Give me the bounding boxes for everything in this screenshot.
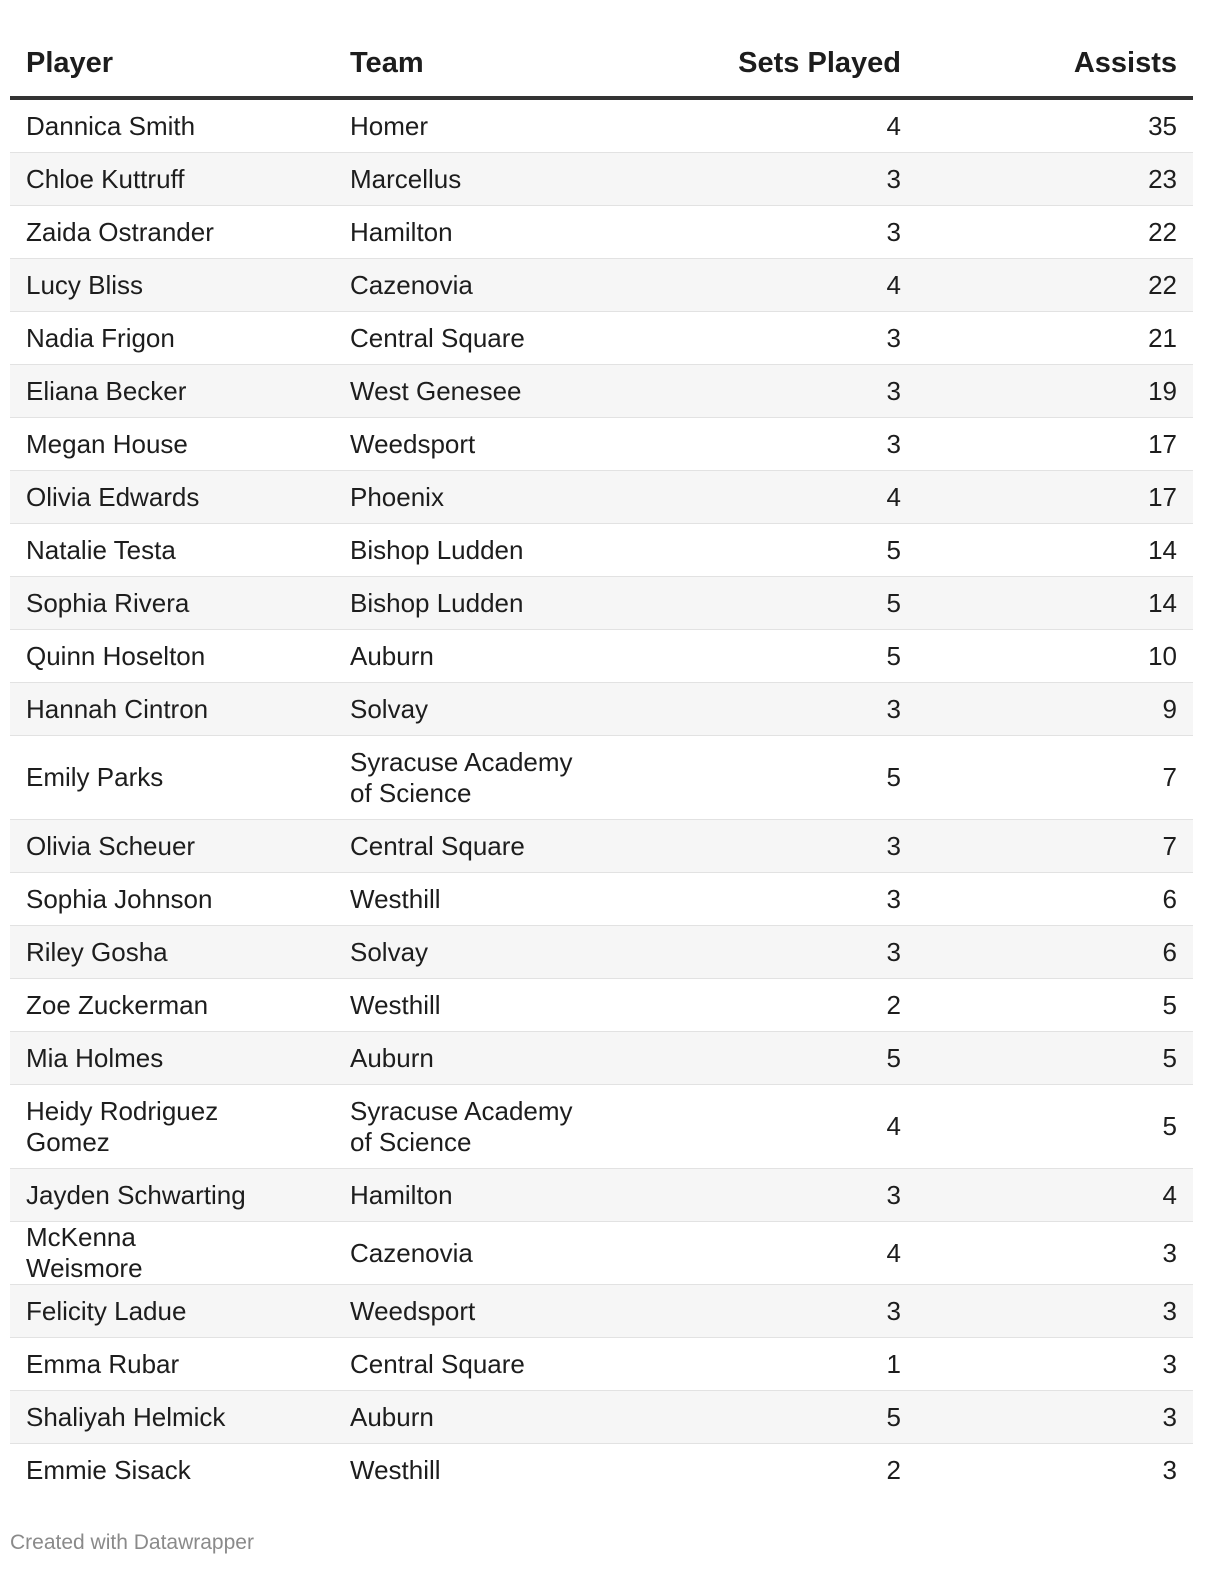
cell-assists [917, 471, 1193, 524]
table-row [10, 1444, 1193, 1497]
cell-assists [917, 1169, 1193, 1222]
cell-team-text: Central Square [350, 830, 525, 861]
cell-player-text: Emma Rubar [26, 1348, 180, 1379]
cell-team [334, 418, 596, 471]
cell-team [334, 820, 596, 873]
cell-assists-text: 5 [1162, 989, 1177, 1020]
cell-team [334, 979, 596, 1032]
cell-assists-text: 6 [1162, 883, 1177, 914]
cell-player [10, 873, 334, 926]
table-row [10, 926, 1193, 979]
cell-sets-played-text: 4 [886, 1111, 901, 1141]
cell-assists [917, 577, 1193, 630]
table-header [10, 30, 1193, 98]
cell-player-text: Sophia Rivera [26, 587, 190, 618]
cell-team [334, 524, 596, 577]
table-row [10, 1085, 1193, 1169]
table-row [10, 1222, 1193, 1285]
cell-assists-text: 3 [1162, 1237, 1177, 1268]
cell-sets-played [596, 206, 917, 259]
cell-team-text: Westhill [350, 883, 441, 914]
table-row [10, 736, 1193, 820]
cell-assists [917, 524, 1193, 577]
cell-sets-played [596, 630, 917, 683]
cell-sets-played [596, 1222, 917, 1285]
cell-sets-played [596, 98, 917, 153]
cell-player [10, 1032, 334, 1085]
cell-sets-played [596, 820, 917, 873]
cell-team-text: Cazenovia [350, 1237, 473, 1268]
cell-assists [917, 259, 1193, 312]
cell-sets-played-text: 3 [886, 883, 901, 914]
cell-sets-played-text: 3 [886, 936, 901, 967]
cell-assists [917, 736, 1193, 820]
cell-team [334, 683, 596, 736]
table-row [10, 471, 1193, 524]
table-row [10, 524, 1193, 577]
cell-assists-text: 17 [1148, 481, 1177, 512]
cell-assists [917, 630, 1193, 683]
cell-team [334, 98, 596, 153]
cell-player-text: Lucy Bliss [26, 269, 144, 300]
cell-player-text: Heidy Rodriguez Gomez [26, 1095, 219, 1157]
cell-sets-played [596, 1169, 917, 1222]
cell-sets-played-text: 5 [886, 587, 901, 618]
cell-sets-played-text: 3 [886, 216, 901, 247]
cell-team-text: Weedsport [350, 428, 476, 459]
cell-assists-text: 5 [1162, 1111, 1177, 1141]
cell-team-text: Syracuse Academy of Science [350, 1095, 573, 1157]
column-header-sets-played[interactable]: Sets Played [596, 30, 917, 98]
cell-assists-text: 4 [1162, 1179, 1177, 1210]
cell-team-text: Phoenix [350, 481, 444, 512]
cell-assists [917, 926, 1193, 979]
cell-sets-played [596, 1032, 917, 1085]
cell-player-text: Riley Gosha [26, 936, 168, 967]
cell-sets-played [596, 259, 917, 312]
cell-player [10, 312, 334, 365]
cell-sets-played [596, 1085, 917, 1169]
column-header-team[interactable]: Team [334, 30, 596, 98]
cell-team [334, 1444, 596, 1497]
cell-team-text: Westhill [350, 989, 441, 1020]
table-row [10, 630, 1193, 683]
cell-assists-text: 10 [1148, 640, 1177, 671]
cell-team [334, 206, 596, 259]
cell-player [10, 365, 334, 418]
cell-sets-played-text: 3 [886, 163, 901, 194]
cell-assists-text: 19 [1148, 375, 1177, 406]
cell-player-text: Zaida Ostrander [26, 216, 214, 247]
cell-team-text: Cazenovia [350, 269, 473, 300]
cell-player [10, 259, 334, 312]
cell-sets-played [596, 1338, 917, 1391]
cell-team [334, 926, 596, 979]
cell-sets-played [596, 926, 917, 979]
cell-sets-played-text: 3 [886, 322, 901, 353]
cell-player-text: Shaliyah Helmick [26, 1401, 226, 1432]
cell-assists [917, 1338, 1193, 1391]
cell-assists-text: 14 [1148, 587, 1177, 618]
cell-sets-played-text: 4 [886, 269, 901, 300]
cell-team [334, 1391, 596, 1444]
cell-assists-text: 22 [1148, 269, 1177, 300]
cell-sets-played-text: 5 [886, 1042, 901, 1073]
cell-team-text: Central Square [350, 1348, 525, 1379]
cell-team [334, 577, 596, 630]
cell-sets-played [596, 418, 917, 471]
cell-sets-played-text: 4 [886, 481, 901, 512]
table-row [10, 820, 1193, 873]
table-row [10, 577, 1193, 630]
cell-assists [917, 1032, 1193, 1085]
cell-sets-played-text: 4 [886, 1237, 901, 1268]
cell-assists [917, 873, 1193, 926]
cell-player [10, 736, 334, 820]
table-row [10, 1032, 1193, 1085]
cell-player [10, 153, 334, 206]
cell-assists [917, 820, 1193, 873]
cell-player [10, 1285, 334, 1338]
cell-sets-played [596, 524, 917, 577]
cell-sets-played-text: 3 [886, 693, 901, 724]
cell-assists-text: 17 [1148, 428, 1177, 459]
cell-team [334, 312, 596, 365]
cell-assists-text: 3 [1162, 1295, 1177, 1326]
cell-team-text: Auburn [350, 1042, 434, 1073]
cell-team-text: Central Square [350, 322, 525, 353]
cell-player-text: Eliana Becker [26, 375, 187, 406]
cell-team [334, 365, 596, 418]
cell-player-text: Chloe Kuttruff [26, 163, 185, 194]
cell-sets-played-text: 5 [886, 640, 901, 671]
cell-player [10, 98, 334, 153]
cell-player [10, 1444, 334, 1497]
cell-team [334, 1222, 596, 1285]
column-header-player[interactable]: Player [10, 30, 334, 98]
cell-assists-text: 7 [1162, 762, 1177, 792]
cell-sets-played [596, 471, 917, 524]
cell-sets-played-text: 3 [886, 375, 901, 406]
table-row [10, 979, 1193, 1032]
table-row [10, 1391, 1193, 1444]
cell-team-text: Marcellus [350, 163, 462, 194]
cell-team [334, 259, 596, 312]
cell-sets-played-text: 2 [886, 1454, 901, 1485]
table-row [10, 1169, 1193, 1222]
cell-team-text: Bishop Ludden [350, 534, 524, 565]
cell-assists-text: 9 [1162, 693, 1177, 724]
cell-player-text: Hannah Cintron [26, 693, 209, 724]
cell-assists [917, 418, 1193, 471]
cell-team [334, 1338, 596, 1391]
cell-team-text: Homer [350, 110, 429, 141]
cell-sets-played [596, 365, 917, 418]
cell-assists [917, 979, 1193, 1032]
cell-sets-played [596, 1444, 917, 1497]
cell-sets-played-text: 3 [886, 1179, 901, 1210]
cell-player-text: Olivia Scheuer [26, 830, 196, 861]
table-row [10, 873, 1193, 926]
cell-sets-played-text: 2 [886, 989, 901, 1020]
cell-sets-played [596, 1285, 917, 1338]
table-row [10, 206, 1193, 259]
cell-player-text: Olivia Edwards [26, 481, 200, 512]
cell-sets-played [596, 1391, 917, 1444]
cell-player-text: Sophia Johnson [26, 883, 213, 914]
cell-player [10, 926, 334, 979]
cell-assists [917, 1391, 1193, 1444]
cell-team [334, 471, 596, 524]
cell-sets-played-text: 5 [886, 534, 901, 565]
datawrapper-credit[interactable]: Created with Datawrapper [10, 1531, 254, 1554]
cell-team-text: Solvay [350, 693, 429, 724]
cell-team-text: Westhill [350, 1454, 441, 1485]
cell-team-text: Syracuse Academy of Science [350, 746, 573, 808]
cell-player-text: Natalie Testa [26, 534, 176, 565]
cell-player-text: Felicity Ladue [26, 1295, 187, 1326]
cell-player [10, 979, 334, 1032]
cell-assists [917, 1085, 1193, 1169]
cell-sets-played-text: 4 [886, 110, 901, 141]
table-row [10, 683, 1193, 736]
table-row [10, 312, 1193, 365]
cell-team-text: Auburn [350, 640, 434, 671]
cell-assists-text: 22 [1148, 216, 1177, 247]
cell-player-text: Emily Parks [26, 762, 164, 792]
cell-assists-text: 35 [1148, 110, 1177, 141]
cell-assists-text: 14 [1148, 534, 1177, 565]
table-row [10, 98, 1193, 153]
cell-assists-text: 21 [1148, 322, 1177, 353]
cell-sets-played-text: 5 [886, 762, 901, 792]
cell-team [334, 736, 596, 820]
cell-sets-played-text: 5 [886, 1401, 901, 1432]
cell-player-text: Megan House [26, 428, 188, 459]
table-row [10, 1338, 1193, 1391]
cell-team [334, 1032, 596, 1085]
cell-assists [917, 312, 1193, 365]
table-row [10, 259, 1193, 312]
cell-sets-played-text: 3 [886, 428, 901, 459]
cell-sets-played-text: 3 [886, 1295, 901, 1326]
table-row [10, 153, 1193, 206]
table-row [10, 365, 1193, 418]
cell-assists [917, 1285, 1193, 1338]
cell-sets-played-text: 1 [886, 1348, 901, 1379]
cell-sets-played [596, 979, 917, 1032]
cell-team-text: Auburn [350, 1401, 434, 1432]
header-row [10, 30, 1193, 98]
cell-assists-text: 3 [1162, 1401, 1177, 1432]
cell-team-text: Bishop Ludden [350, 587, 524, 618]
cell-team [334, 1169, 596, 1222]
cell-sets-played-text: 3 [886, 830, 901, 861]
column-header-assists[interactable]: Assists [917, 30, 1193, 98]
cell-team [334, 1285, 596, 1338]
cell-team [334, 630, 596, 683]
cell-player-text: Dannica Smith [26, 110, 196, 141]
cell-player [10, 1338, 334, 1391]
cell-player [10, 524, 334, 577]
cell-assists-text: 3 [1162, 1454, 1177, 1485]
cell-assists [917, 153, 1193, 206]
cell-team [334, 153, 596, 206]
assists-table [10, 30, 1193, 1496]
cell-player [10, 683, 334, 736]
cell-player [10, 820, 334, 873]
cell-player [10, 1222, 334, 1285]
cell-assists [917, 683, 1193, 736]
cell-team-text: Hamilton [350, 216, 453, 247]
cell-assists [917, 365, 1193, 418]
cell-sets-played [596, 312, 917, 365]
cell-team [334, 873, 596, 926]
table-body [10, 98, 1193, 1496]
cell-assists-text: 3 [1162, 1348, 1177, 1379]
cell-assists-text: 23 [1148, 163, 1177, 194]
cell-player-text: Jayden Schwarting [26, 1179, 246, 1210]
cell-assists-text: 7 [1162, 830, 1177, 861]
cell-player [10, 1085, 334, 1169]
cell-player-text: Quinn Hoselton [26, 640, 206, 671]
cell-assists-text: 5 [1162, 1042, 1177, 1073]
cell-player-text: Nadia Frigon [26, 322, 175, 353]
cell-sets-played [596, 736, 917, 820]
table-row [10, 418, 1193, 471]
cell-sets-played [596, 577, 917, 630]
cell-player-text: Zoe Zuckerman [26, 989, 209, 1020]
cell-sets-played [596, 873, 917, 926]
cell-sets-played [596, 683, 917, 736]
cell-player-text: Emmie Sisack [26, 1454, 191, 1485]
cell-assists [917, 98, 1193, 153]
cell-player-text: McKenna Weismore [26, 1222, 143, 1283]
cell-team [334, 1085, 596, 1169]
cell-player [10, 1169, 334, 1222]
cell-team-text: Weedsport [350, 1295, 476, 1326]
cell-assists [917, 1222, 1193, 1285]
cell-team-text: West Genesee [350, 375, 522, 406]
cell-sets-played [596, 153, 917, 206]
cell-player-text: Mia Holmes [26, 1042, 164, 1073]
cell-team-text: Hamilton [350, 1179, 453, 1210]
cell-player [10, 577, 334, 630]
cell-player [10, 471, 334, 524]
cell-player [10, 630, 334, 683]
cell-player [10, 418, 334, 471]
cell-assists [917, 206, 1193, 259]
table-row [10, 1285, 1193, 1338]
cell-assists-text: 6 [1162, 936, 1177, 967]
cell-player [10, 206, 334, 259]
cell-player [10, 1391, 334, 1444]
cell-team-text: Solvay [350, 936, 429, 967]
cell-assists [917, 1444, 1193, 1497]
